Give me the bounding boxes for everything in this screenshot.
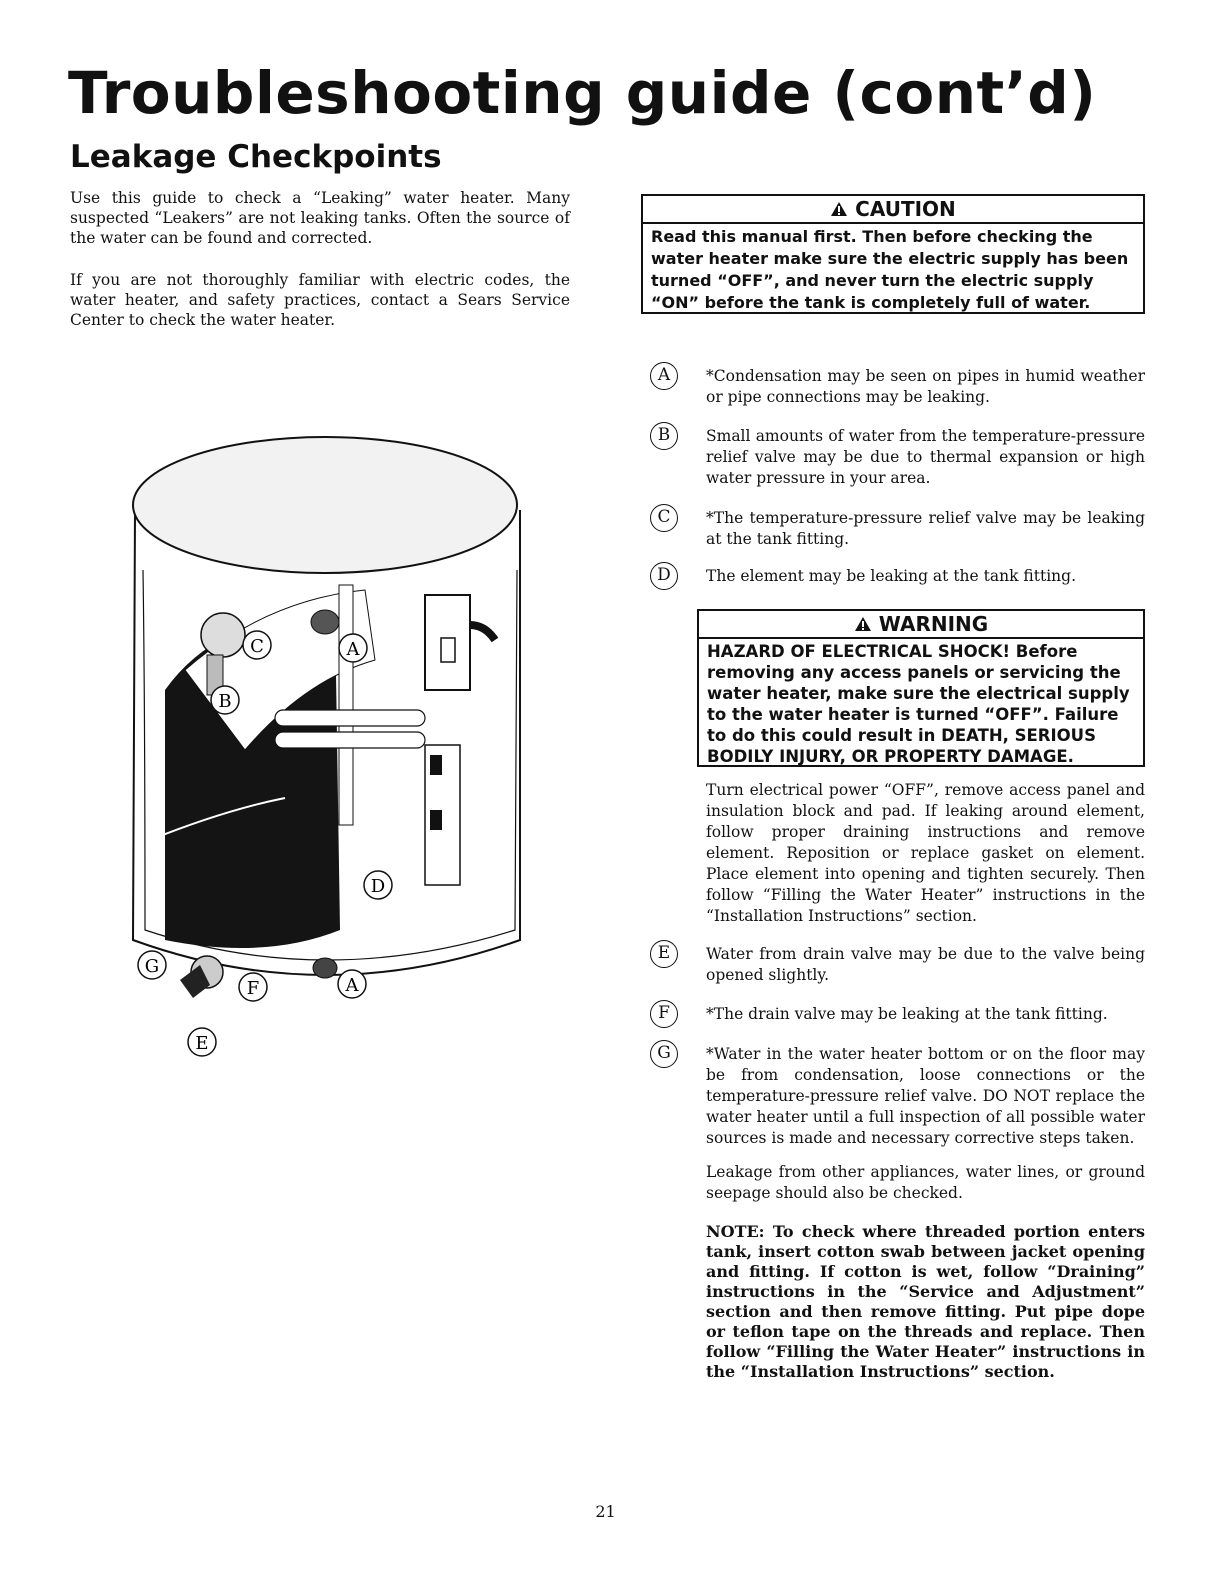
checkpoint-text: Water from drain valve may be due to the valve being opened slightly.	[706, 945, 1145, 984]
warning-box	[697, 609, 1145, 767]
other-leakage-text: Leakage from other appliances, water lines, or ground seepage should also be checked.	[706, 1163, 1145, 1202]
checkpoint-letter: C	[650, 504, 678, 532]
intro-paragraph-2: If you are not thoroughly familiar with electric codes, the water heater, and safety practices, contact a Sears Service Center to check the water heater.	[70, 271, 570, 329]
diagram-label-a-bottom: A	[345, 975, 359, 996]
checkpoint-letter: B	[650, 422, 678, 450]
page-number: 21	[595, 1502, 616, 1521]
warning-triangle-icon	[830, 197, 855, 221]
warning-label: WARNING	[878, 612, 989, 636]
water-heater-illustration	[125, 370, 535, 1070]
diagram-label-b: B	[218, 691, 232, 712]
note-text: NOTE: To check where threaded portion enters tank, insert cotton swab between jacket opening and fitting. If cotton is wet, follow “Draining” instructions in the “Service and Adjustment” section and then remove fitting. Put pipe dope or teflon tape on the threads and replace. Then follow “Filling the Water Heater” instructions in the “Installation Instructions” section.	[706, 1222, 1145, 1381]
warning-triangle-icon	[854, 612, 879, 636]
checkpoint-letter: E	[650, 940, 678, 968]
diagram-label-a-top: A	[346, 639, 360, 660]
checkpoint-text: *The temperature-pressure relief valve may be leaking at the tank fitting.	[706, 509, 1145, 548]
element-instructions: Turn electrical power “OFF”, remove access panel and insulation block and pad. If leaking around element, follow proper draining instructions and remove element. Reposition or replace gasket on element. Place element into opening and tighten securely. Then follow “Filling the Water Heater” instructions in the “Installation Instructions” section.	[706, 781, 1145, 925]
checkpoint-text: *Water in the water heater bottom or on the floor may be from condensation, loose connections or the temperature-pressure relief valve. DO NOT replace the water heater until a full inspection of all possible water sources is made and necessary corrective steps taken.	[706, 1045, 1145, 1147]
section-title: Leakage Checkpoints	[70, 139, 442, 175]
diagram-label-e: E	[195, 1033, 209, 1054]
caution-text: Read this manual first. Then before checking the water heater make sure the electric supply has been turned “OFF”, and never turn the electric supply “ON” before the tank is completely full of water.	[651, 227, 1129, 312]
checkpoint-text: *Condensation may be seen on pipes in humid weather or pipe connections may be leaking.	[706, 367, 1145, 406]
checkpoint-letter: G	[650, 1040, 678, 1068]
warning-text: HAZARD OF ELECTRICAL SHOCK! Before removing any access panels or servicing the water heater, make sure the electrical supply to the water heater is turned “OFF”. Failure to do this could result in DEATH, SERIOUS BODILY INJURY, OR PROPERTY DAMAGE.	[707, 642, 1130, 766]
diagram-label-d: D	[370, 876, 386, 897]
intro-block	[70, 188, 570, 330]
page-title: Troubleshooting guide (cont’d)	[68, 59, 1097, 127]
caution-label: CAUTION	[855, 197, 956, 221]
checkpoint-letter: D	[650, 562, 678, 590]
checkpoint-text: *The drain valve may be leaking at the tank fitting.	[706, 1005, 1108, 1023]
checkpoint-letter: F	[650, 1000, 678, 1028]
diagram-label-c: C	[250, 636, 264, 657]
checkpoint-text: The element may be leaking at the tank fitting.	[706, 567, 1076, 585]
checkpoint-letter: A	[650, 362, 678, 390]
intro-paragraph-1: Use this guide to check a “Leaking” water heater. Many suspected “Leakers” are not leaking tanks. Often the source of the water can be found and corrected.	[70, 189, 570, 247]
checkpoint-text: Small amounts of water from the temperature-pressure relief valve may be due to thermal expansion or high water pressure in your area.	[706, 427, 1145, 487]
caution-header	[643, 196, 1143, 224]
warning-header	[699, 611, 1143, 639]
diagram-label-g: G	[144, 956, 160, 977]
caution-box	[641, 194, 1145, 314]
water-heater-diagram	[125, 370, 535, 1070]
diagram-label-f: F	[246, 978, 260, 999]
